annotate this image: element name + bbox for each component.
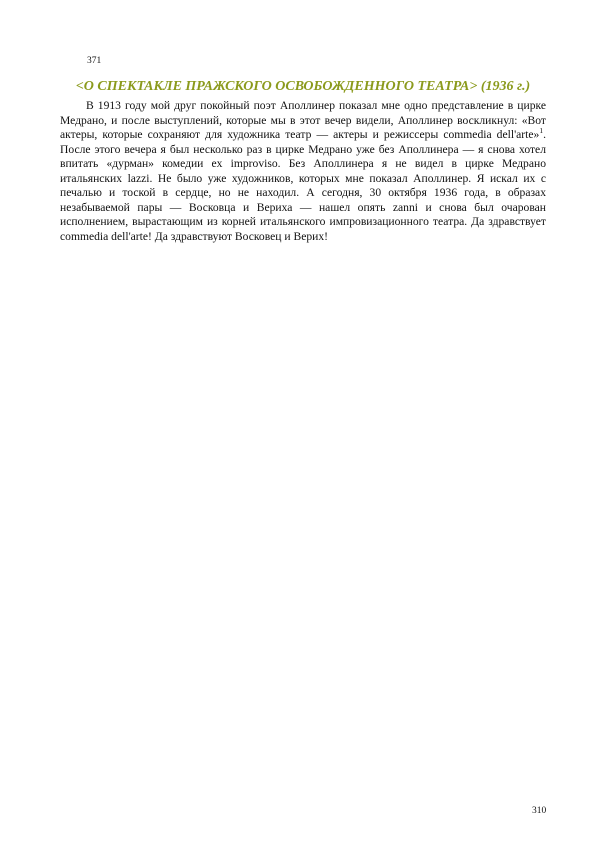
- source-page-number: 371: [87, 56, 102, 66]
- paragraph-text-part-2: . После этого вечера я был несколько раз в цирке Медрано уже без Аполлинера — я снова хотел впитать «дурман» комедии ex improviso. Без Аполлинера я не видел в цирке Медрано итальянских lazzi. Не было уже художников, которых мне показал Аполлинер. Я искал их с печалью и тоской в сердце, но не находил. А сегодня, 30 октября 1936 года, в образах незабываемой пары — Восковца и Вериха — нашел опять zanni и снова был очарован исполнением, вырастающим из корней итальянского импровизационного театра. Да здравствует commedia dell'arte! Да здравствуют Восковец и Верих!: [60, 128, 546, 243]
- body-paragraph: [60, 99, 546, 244]
- page-number: 310: [532, 806, 547, 816]
- article-title: <О СПЕКТАКЛЕ ПРАЖСКОГО ОСВОБОЖДЕННОГО ТЕАТРА> (1936 г.): [75, 79, 531, 94]
- footnote-mark[interactable]: 1: [539, 126, 544, 136]
- paragraph-text-part-1: В 1913 году мой друг покойный поэт Аполлинер показал мне одно представление в цирке Медрано, и после выступлений, которые мы в этот вечер видели, Аполлинер воскликнул: «Вот актеры, которые сохраняют для художника театр — актеры и режиссеры commedia dell'arte»: [60, 99, 546, 141]
